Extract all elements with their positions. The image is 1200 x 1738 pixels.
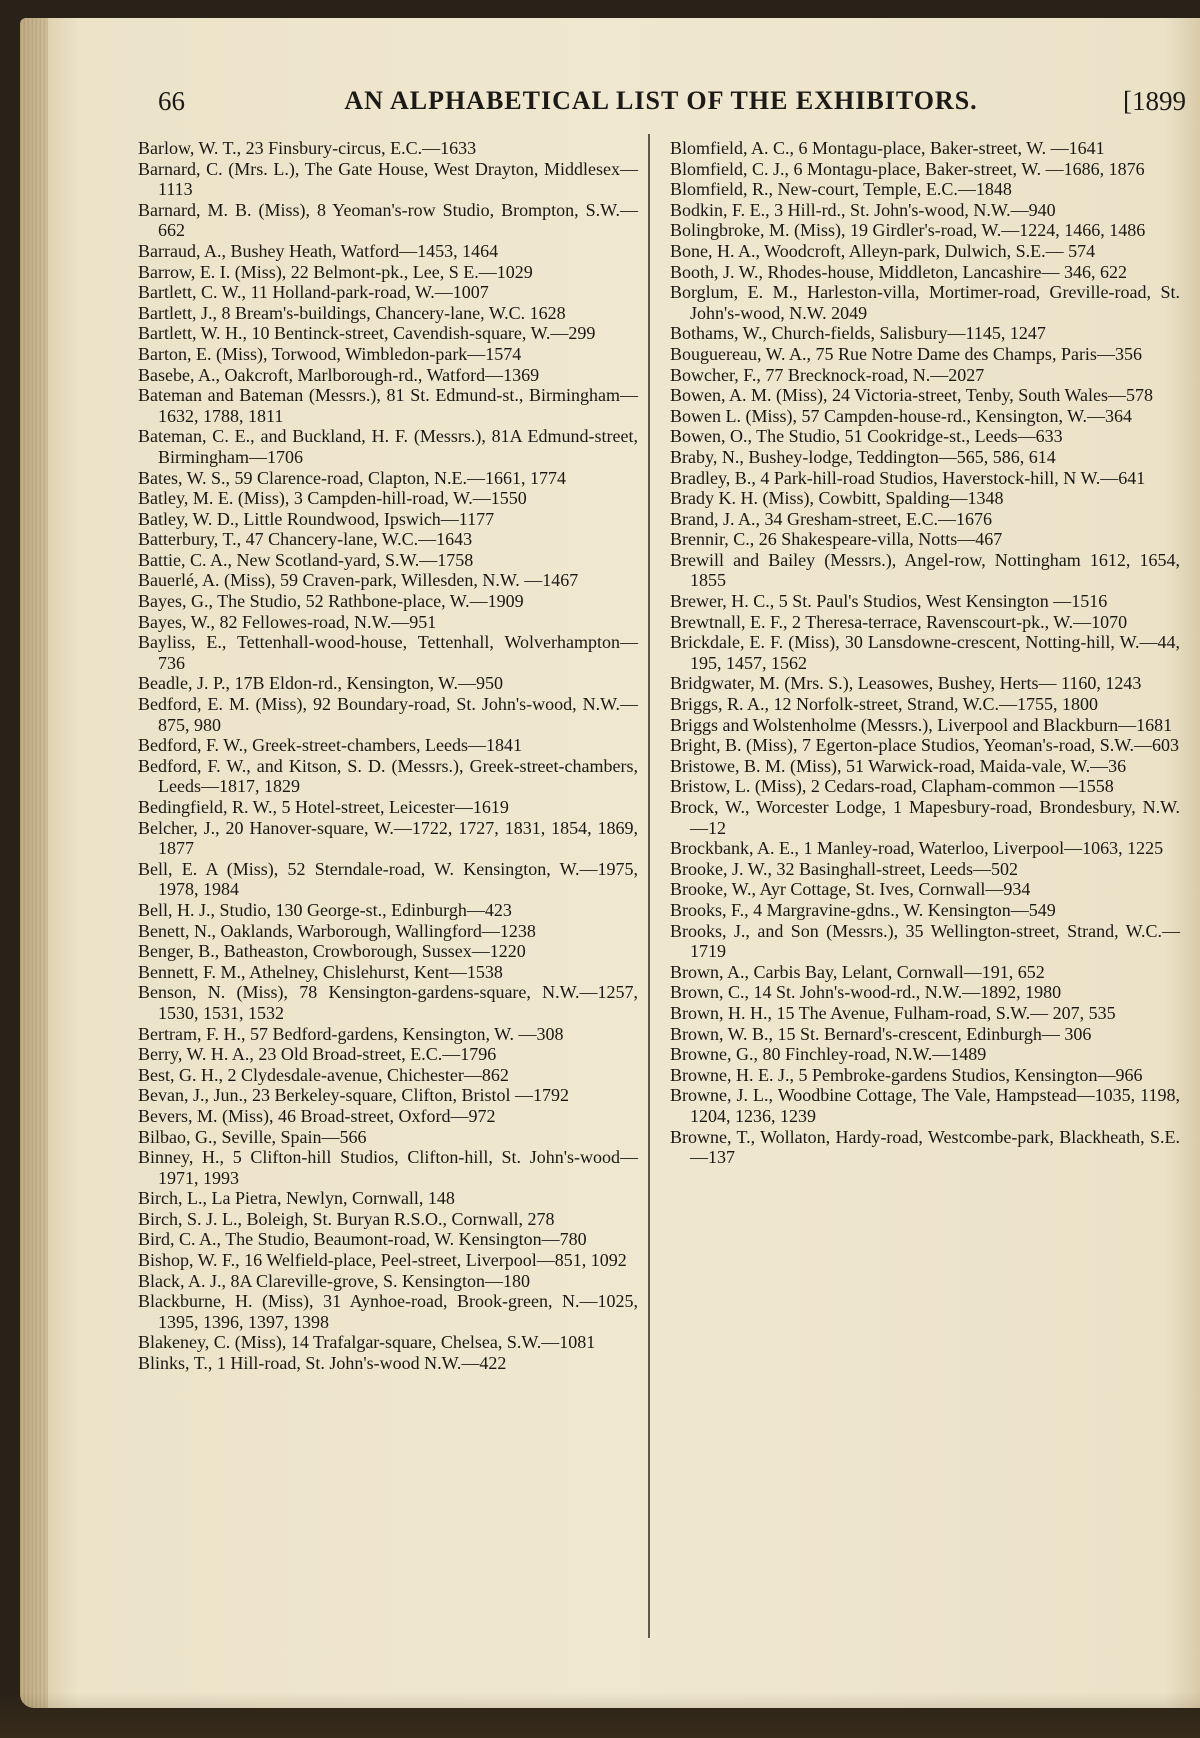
- exhibitor-entry: Barnard, M. B. (Miss), 8 Yeoman's-row Studio, Brompton, S.W.—662: [138, 199, 638, 241]
- exhibitor-entry: Bedford, F. W., and Kitson, S. D. (Messrs.), Greek-street-chambers, Leeds—1817, 1829: [138, 755, 638, 797]
- exhibitor-entry: Bartlett, J., 8 Bream's-buildings, Chancery-lane, W.C. 1628: [138, 302, 566, 323]
- exhibitor-entry: Batterbury, T., 47 Chancery-lane, W.C.—1643: [138, 529, 473, 550]
- exhibitor-entry: Bartlett, C. W., 11 Holland-park-road, W.—1007: [138, 282, 489, 303]
- exhibitor-entry: Bedford, F. W., Greek-street-chambers, Leeds—1841: [138, 735, 522, 756]
- exhibitor-entry: Batley, M. E. (Miss), 3 Campden-hill-road, W.—1550: [138, 488, 527, 509]
- exhibitor-entry: Borglum, E. M., Harleston-villa, Mortimer-road, Greville-road, St. John's-wood, N.W. 2049: [670, 282, 1180, 323]
- exhibitor-entry: Barlow, W. T., 23 Finsbury-circus, E.C.—1633: [138, 138, 477, 158]
- exhibitor-entry: Benson, N. (Miss), 78 Kensington-gardens-square, N.W.—1257, 1530, 1531, 1532: [138, 982, 638, 1023]
- exhibitor-entry: Bevers, M. (Miss), 46 Broad-street, Oxford—972: [138, 1105, 496, 1126]
- exhibitor-entry: Browne, T., Wollaton, Hardy-road, Westcombe-park, Blackheath, S.E.—137: [670, 1126, 1180, 1168]
- exhibitor-entry: Beadle, J. P., 17B Eldon-rd., Kensington, W.—950: [138, 673, 503, 694]
- page-year: [1899: [1123, 86, 1186, 116]
- exhibitor-entry: Bodkin, F. E., 3 Hill-rd., St. John's-wood, N.W.—940: [670, 199, 1056, 220]
- exhibitor-entry: Browne, J. L., Woodbine Cottage, The Vale, Hampstead—1035, 1198, 1204, 1236, 1239: [670, 1085, 1180, 1126]
- exhibitor-entry: Bird, C. A., The Studio, Beaumont-road, W. Kensington—780: [138, 1229, 587, 1250]
- exhibitor-entry: Belcher, J., 20 Hanover-square, W.—1722, 1727, 1831, 1854, 1869, 1877: [138, 817, 638, 859]
- exhibitor-entry: Bone, H. A., Woodcroft, Alleyn-park, Dulwich, S.E.— 574: [670, 240, 1096, 261]
- exhibitor-entry: Bishop, W. F., 16 Welfield-place, Peel-street, Liverpool—851, 1092: [138, 1250, 627, 1271]
- exhibitor-entry: Brooks, F., 4 Margravine-gdns., W. Kensington—549: [670, 899, 1056, 920]
- exhibitor-entry: Briggs and Wolstenholme (Messrs.), Liverpool and Blackburn—1681: [670, 714, 1173, 735]
- exhibitor-entry: Brown, W. B., 15 St. Bernard's-crescent, Edinburgh— 306: [670, 1023, 1092, 1044]
- exhibitor-entry: Browne, H. E. J., 5 Pembroke-gardens Studios, Kensington—966: [670, 1064, 1143, 1085]
- exhibitor-entry: Best, G. H., 2 Clydesdale-avenue, Chichester—862: [138, 1064, 509, 1085]
- exhibitor-entry: Bowcher, F., 77 Brecknock-road, N.—2027: [670, 364, 985, 385]
- exhibitor-entry: Bradley, B., 4 Park-hill-road Studios, Haverstock-hill, N W.—641: [670, 467, 1146, 488]
- exhibitor-entry: Benett, N., Oaklands, Warborough, Wallingford—1238: [138, 920, 536, 941]
- exhibitor-entry: Brooks, J., and Son (Messrs.), 35 Wellington-street, Strand, W.C.—1719: [670, 920, 1180, 962]
- exhibitor-entry: Blakeney, C. (Miss), 14 Trafalgar-square, Chelsea, S.W.—1081: [138, 1332, 596, 1353]
- exhibitor-entry: Battie, C. A., New Scotland-yard, S.W.—1758: [138, 549, 474, 570]
- exhibitor-entry: Barraud, A., Bushey Heath, Watford—1453, 1464: [138, 240, 499, 261]
- exhibitor-entry: Braby, N., Bushey-lodge, Teddington—565, 586, 614: [670, 446, 1056, 467]
- exhibitor-entry: Bridgwater, M. (Mrs. S.), Leasowes, Bushey, Herts— 1160, 1243: [670, 673, 1142, 694]
- exhibitor-entry: Bowen L. (Miss), 57 Campden-house-rd., Kensington, W.—364: [670, 405, 1132, 426]
- column-divider: [648, 134, 650, 1638]
- exhibitor-entry: Bilbao, G., Seville, Spain—566: [138, 1126, 367, 1147]
- exhibitor-entry: Basebe, A., Oakcroft, Marlborough-rd., Watford—1369: [138, 364, 540, 385]
- exhibitor-entry: Bedingfield, R. W., 5 Hotel-street, Leicester—1619: [138, 797, 509, 817]
- exhibitor-entry: Brewer, H. C., 5 St. Paul's Studios, West Kensington —1516: [670, 591, 1108, 612]
- exhibitor-entry: Booth, J. W., Rhodes-house, Middleton, Lancashire— 346, 622: [670, 261, 1127, 282]
- exhibitor-entry: Brewill and Bailey (Messrs.), Angel-row, Nottingham 1612, 1654, 1855: [670, 549, 1180, 591]
- exhibitor-entry: Barton, E. (Miss), Torwood, Wimbledon-park—1574: [138, 343, 522, 364]
- exhibitor-entry: Blomfield, A. C., 6 Montagu-place, Baker-street, W. —1641: [670, 138, 1105, 158]
- exhibitor-entry: Brady K. H. (Miss), Cowbitt, Spalding—1348: [670, 488, 1004, 509]
- exhibitor-entry: Blackburne, H. (Miss), 31 Aynhoe-road, Brook-green, N.—1025, 1395, 1396, 1397, 1398: [138, 1291, 638, 1332]
- page-number: 66: [158, 86, 185, 116]
- exhibitor-entry: Bowen, O., The Studio, 51 Cookridge-st., Leeds—633: [670, 426, 1063, 447]
- page-header: [136, 66, 1186, 116]
- exhibitor-entry: Berry, W. H. A., 23 Old Broad-street, E.C.—1796: [138, 1044, 497, 1065]
- exhibitor-entry: Binney, H., 5 Clifton-hill Studios, Clifton-hill, St. John's-wood—1971, 1993: [138, 1147, 638, 1188]
- exhibitor-entry: Bartlett, W. H., 10 Bentinck-street, Cavendish-square, W.—299: [138, 323, 596, 344]
- exhibitor-entry: Brockbank, A. E., 1 Manley-road, Waterloo, Liverpool—1063, 1225: [670, 838, 1164, 859]
- exhibitor-entry: Bouguereau, W. A., 75 Rue Notre Dame des Champs, Paris—356: [670, 343, 1142, 364]
- exhibitor-entry: Bristowe, B. M. (Miss), 51 Warwick-road, Maida-vale, W.—36: [670, 755, 1127, 776]
- page-title: AN ALPHABETICAL LIST OF THE EXHIBITORS.: [344, 86, 978, 115]
- exhibitor-entry: Bowen, A. M. (Miss), 24 Victoria-street, Tenby, South Wales—578: [670, 385, 1154, 406]
- exhibitor-entry: Blomfield, R., New-court, Temple, E.C.—1848: [670, 179, 1012, 200]
- exhibitor-entry: Barnard, C. (Mrs. L.), The Gate House, West Drayton, Middlesex—1113: [138, 158, 638, 200]
- exhibitor-entry: Brooke, J. W., 32 Basinghall-street, Leeds—502: [670, 858, 1018, 879]
- exhibitor-entry: Briggs, R. A., 12 Norfolk-street, Strand, W.C.—1755, 1800: [670, 694, 1098, 715]
- exhibitor-entry: Bennett, F. M., Athelney, Chislehurst, Kent—1538: [138, 961, 503, 982]
- exhibitor-entry: Birch, L., La Pietra, Newlyn, Cornwall, 148: [138, 1188, 455, 1209]
- exhibitor-entry: Bedford, E. M. (Miss), 92 Boundary-road, St. John's-wood, N.W.—875, 980: [138, 694, 638, 735]
- exhibitor-entry: Barrow, E. I. (Miss), 22 Belmont-pk., Lee, S E.—1029: [138, 261, 533, 282]
- exhibitor-entry: Black, A. J., 8A Clareville-grove, S. Kensington—180: [138, 1270, 530, 1291]
- exhibitor-entry: Bauerlé, A. (Miss), 59 Craven-park, Willesden, N.W. —1467: [138, 570, 579, 591]
- exhibitor-entry: Blomfield, C. J., 6 Montagu-place, Baker-street, W. —1686, 1876: [670, 158, 1145, 179]
- exhibitor-entry: Brooke, W., Ayr Cottage, St. Ives, Cornwall—934: [670, 879, 1031, 900]
- exhibitor-entry: Brand, J. A., 34 Gresham-street, E.C.—1676: [670, 508, 992, 529]
- exhibitor-entry: Bayes, W., 82 Fellowes-road, N.W.—951: [138, 611, 437, 632]
- exhibitor-entry: Benger, B., Batheaston, Crowborough, Sussex—1220: [138, 941, 526, 962]
- exhibitor-entry: Brewtnall, E. F., 2 Theresa-terrace, Ravenscourt-pk., W.—1070: [670, 611, 1128, 632]
- exhibitor-entry: Bristow, L. (Miss), 2 Cedars-road, Clapham-common —1558: [670, 776, 1114, 797]
- exhibitor-entry: Bell, E. A (Miss), 52 Sterndale-road, W. Kensington, W.—1975, 1978, 1984: [138, 858, 638, 900]
- exhibitor-entry: Bothams, W., Church-fields, Salisbury—1145, 1247: [670, 323, 1046, 344]
- page-bottom-shadow: [0, 1692, 1200, 1738]
- exhibitor-entry: Brown, C., 14 St. John's-wood-rd., N.W.—1892, 1980: [670, 982, 1062, 1003]
- exhibitor-entry: Bayliss, E., Tettenhall-wood-house, Tettenhall, Wolverhampton—736: [138, 632, 638, 673]
- exhibitor-entry: Birch, S. J. L., Boleigh, St. Buryan R.S.O., Cornwall, 278: [138, 1208, 555, 1229]
- exhibitor-entry: Brown, H. H., 15 The Avenue, Fulham-road, S.W.— 207, 535: [670, 1002, 1116, 1023]
- exhibitor-entry: Bolingbroke, M. (Miss), 19 Girdler's-road, W.—1224, 1466, 1486: [670, 220, 1146, 241]
- exhibitor-entry: Bateman, C. E., and Buckland, H. F. (Messrs.), 81A Edmund-street, Birmingham—1706: [138, 426, 638, 467]
- page-edge: [20, 18, 48, 1708]
- exhibitor-entry: Bayes, G., The Studio, 52 Rathbone-place, W.—1909: [138, 591, 524, 612]
- exhibitor-entry: Bertram, F. H., 57 Bedford-gardens, Kensington, W. —308: [138, 1023, 564, 1044]
- left-column: [138, 138, 638, 1638]
- exhibitor-entry: Bell, H. J., Studio, 130 George-st., Edinburgh—423: [138, 899, 512, 920]
- exhibitor-entry: Batley, W. D., Little Roundwood, Ipswich—1177: [138, 508, 495, 529]
- exhibitor-entry: Bevan, J., Jun., 23 Berkeley-square, Clifton, Bristol —1792: [138, 1085, 569, 1106]
- exhibitor-entry: Blinks, T., 1 Hill-road, St. John's-wood N.W.—422: [138, 1353, 507, 1374]
- exhibitor-entry: Brock, W., Worcester Lodge, 1 Mapesbury-road, Brondesbury, N.W.—12: [670, 797, 1180, 838]
- exhibitor-entry: Brown, A., Carbis Bay, Lelant, Cornwall—191, 652: [670, 961, 1045, 982]
- exhibitor-entry: Browne, G., 80 Finchley-road, N.W.—1489: [670, 1044, 987, 1065]
- exhibitor-entry: Bateman and Bateman (Messrs.), 81 St. Edmund-st., Birmingham—1632, 1788, 1811: [138, 385, 638, 426]
- exhibitor-entry: Bright, B. (Miss), 7 Egerton-place Studios, Yeoman's-road, S.W.—603: [670, 735, 1180, 756]
- exhibitor-entry: Brickdale, E. F. (Miss), 30 Lansdowne-crescent, Notting-hill, W.—44, 195, 1457, 1562: [670, 632, 1180, 673]
- right-column: [670, 138, 1180, 1638]
- exhibitor-entry: Bates, W. S., 59 Clarence-road, Clapton, N.E.—1661, 1774: [138, 467, 566, 488]
- exhibitor-entry: Brennir, C., 26 Shakespeare-villa, Notts—467: [670, 529, 1003, 550]
